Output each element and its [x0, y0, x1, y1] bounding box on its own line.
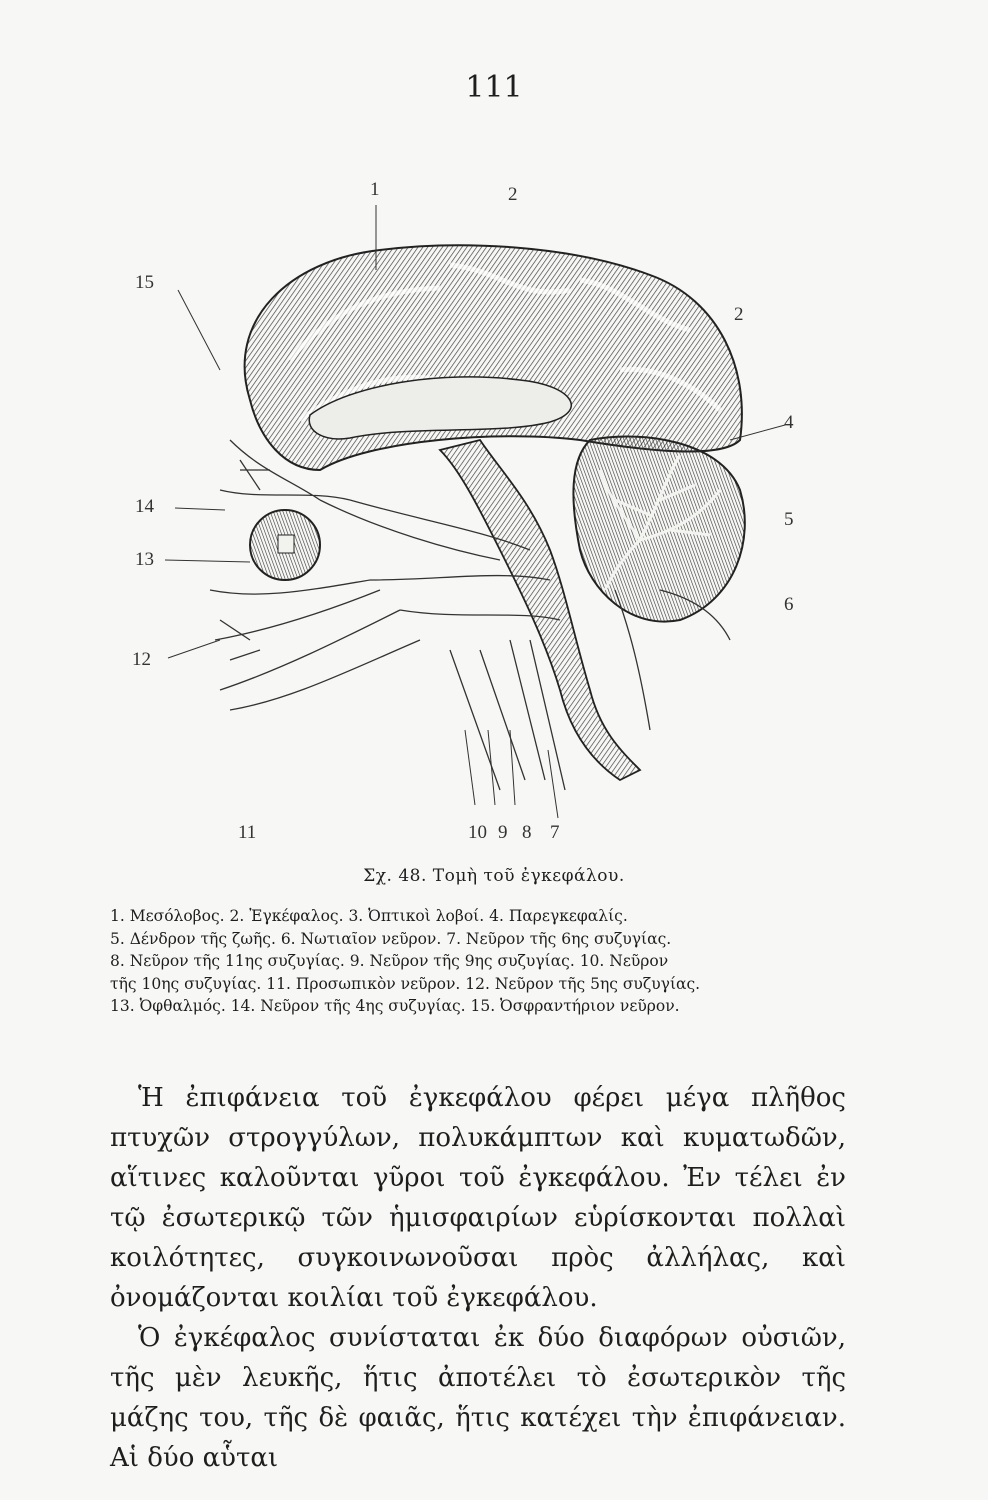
figure-label-10: 10 [468, 822, 487, 840]
figure-label-8: 8 [522, 822, 532, 840]
figure-caption: Σχ. 48. Τομὴ τοῦ ἐγκεφάλου. [363, 866, 625, 886]
legend-line: 1. Μεσόλοβος. 2. Ἐγκέφαλος. 3. Ὀπτικοὶ λοβοί. 4. Παρεγκεφαλίς. [110, 907, 628, 925]
figure-label-15: 15 [135, 272, 154, 293]
legend-line: τῆς 10ης συζυγίας. 11. Προσωπικὸν νεῦρον. 12. Νεῦρον τῆς 5ης συζυγίας. [110, 974, 701, 993]
cerebellum [573, 437, 744, 622]
figure-label-9: 9 [498, 822, 508, 840]
figure-label-12: 12 [132, 649, 151, 670]
figure-label-13: 13 [135, 549, 154, 570]
figure-label-2-right: 2 [734, 304, 744, 325]
figure-legend [110, 905, 850, 1018]
legend-line: 13. Ὀφθαλμός. 14. Νεῦρον τῆς 4ης συζυγίας. 15. Ὀσφραντήριον νεῦρον. [110, 997, 680, 1015]
page-number: 111 [465, 70, 523, 105]
legend-line: 8. Νεῦρον τῆς 11ης συζυγίας. 9. Νεῦρον τῆς 9ης συζυγίας. 10. Νεῦρον [110, 952, 669, 970]
brain-section-figure [120, 170, 840, 840]
legend-line: 5. Δένδρον τῆς ζωῆς. 6. Νωτιαῖον νεῦρον. 7. Νεῦρον τῆς 6ης συζυγίας. [110, 929, 672, 948]
figure-label-4: 4 [784, 412, 794, 433]
paragraph: Ὁ ἐγκέφαλος συνίσταται ἐκ δύο διαφόρων οὐσιῶν, τῆς μὲν λευκῆς, ἥτις ἀποτέλει τὸ ἐσωτερικὸν τῆς μάζης του, τῆς δὲ φαιᾶς, ἥτις κατέχει τὴν ἐπιφάνειαν. Αἱ δύο αὗται [110, 1323, 846, 1473]
cerebrum [245, 245, 742, 470]
figure-label-14: 14 [135, 496, 154, 517]
figure-label-6: 6 [784, 594, 794, 615]
figure-label-11: 11 [238, 822, 257, 840]
figure-label-7: 7 [550, 822, 560, 840]
figure-label-1: 1 [370, 179, 380, 200]
eye [250, 510, 320, 580]
figure-label-2-top: 2 [508, 184, 518, 205]
body-text [110, 1078, 846, 1478]
figure-label-5: 5 [784, 509, 794, 530]
paragraph: Ἡ ἐπιφάνεια τοῦ ἐγκεφάλου φέρει μέγα πλῆθος πτυχῶν στρογγύλων, πολυκάμπτων καὶ κυματωδῶν, αἵτινες καλοῦνται γῦροι τοῦ ἐγκεφάλου. Ἐν τέλει ἐν τῷ ἐσωτερικῷ τῶν ἡμισφαιρίων εὑρίσκονται πολλαὶ κοιλότητες, συγκοινωνοῦσαι πρὸς ἀλλήλας, καὶ ὀνομάζονται κοιλίαι τοῦ ἐγκεφάλου. [110, 1083, 846, 1313]
brain-illustration [120, 170, 840, 840]
